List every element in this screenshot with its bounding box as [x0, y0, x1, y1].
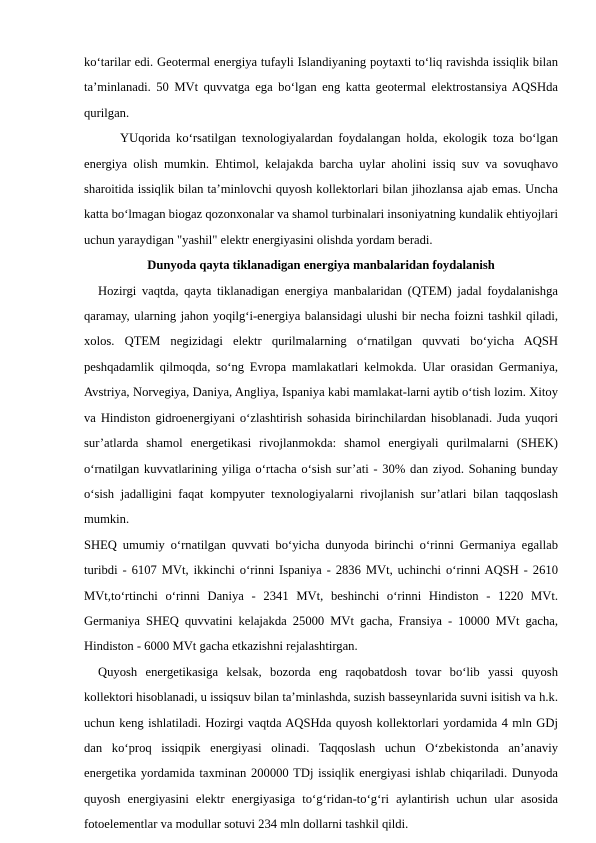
paragraph-clean-energy: YUqorida ko‘rsatilgan texnologiyalardan foydalangan holda, ekologik toza bo‘lgan energiya olish mumkin. Ehtimol, kelajakda barcha uylar aholini issiq suv va sovuqhavo sharoitida issiqlik bilan ta’minlovchi quyosh kollektorlari bilan jihozlansa ajab emas. Uncha katta bo‘lmagan biogaz qozonxonalar va shamol turbinalari insoniyatning kundalik ehtiyojlari uchun yaraydigan "yashil" elektr energiyasini olishda yordam beradi. — [84, 131, 558, 247]
document-page — [84, 50, 558, 838]
paragraph-geothermal: ko‘tarilar edi. Geotermal energiya tufayli Islandiyaning poytaxti to‘liq ravishda issiqlik bilan ta’minlanadi. 50 MVt quvvatga ega bo‘lgan eng katta geotermal elektrostansiya AQSHda qurilgan. — [84, 55, 558, 120]
paragraph-qtem: Hozirgi vaqtda, qayta tiklanadigan energiya manbalaridan (QTEM) jadal foydalanishga qaramay, ularning jahon yoqilg‘i-energiya balansidagi ulushi bir necha foizni tashkil qiladi, xolos. QTEM negizidagi elektr qurilmalarning o‘rnatilgan quvvati bo‘yicha AQSH peshqadamlik qilmoqda, so‘ng Evropa mamlakatlari kelmokda. Ular orasidan Germaniya, Avstriya, Norvegiya, Daniya, Angliya, Ispaniya kabi mamlakat-larni aytib o‘tish lozim. Xitoy va Hindiston gidroenergiyani o‘zlashtirish sohasida birinchilardan hisoblanadi. Juda yuqori sur’atlarda shamol energetikasi rivojlanmokda: shamol energiyali qurilmalarni (SHEK) o‘rnatilgan kuvvatlarining yiliga o‘rtacha o‘sish sur’ati - 30% dan ziyod. Sohaning bunday o‘sish jadalligini faqat kompyuter texnologiyalarni rivojlanish sur’atlari bilan taqqoslash mumkin. — [84, 283, 558, 527]
paragraph-wind-capacity: SHEQ umumiy o‘rnatilgan quvvati bo‘yicha dunyoda birinchi o‘rinni Germaniya egallab turibdi - 6107 MVt, ikkinchi o‘rinni Ispaniya - 2836 MVt, uchinchi o‘rinni AQSH - 2610 MVt,to‘rtinchi o‘rinni Daniya - 2341 MVt, beshinchi o‘rinni Hindiston - 1220 MVt. Germaniya SHEQ quvvatini kelajakda 25000 MVt gacha, Fransiya - 10000 MVt gacha, Hindiston - 6000 MVt gacha etkazishni rejalashtirgan. — [84, 537, 558, 654]
paragraph-solar: Quyosh energetikasiga kelsak, bozorda eng raqobatdosh tovar bo‘lib yassi quyosh kollektori hisoblanadi, u issiqsuv bilan ta’minlashda, suzish basseynlarida suvni isitish va h.k. uchun keng ishlatiladi. Hozirgi vaqtda AQSHda quyosh kollektorlari yordamida 4 mln GDj dan ko‘proq issiqpik energiyasi olinadi. Taqqoslash uchun O‘zbekistonda an’anaviy energetika yordamida taxminan 200000 TDj issiqlik energiyasi ishlab chiqariladi. Dunyoda quyosh energiyasini elektr energiyasiga to‘g‘ridan-to‘g‘ri aylantirish uchun ular asosida fotoelementlar va modullar sotuvi 234 mln dollarni tashkil qildi. — [84, 664, 558, 832]
section-heading: Dunyoda qayta tiklanadigan energiya manbalaridan foydalanish — [147, 258, 495, 273]
